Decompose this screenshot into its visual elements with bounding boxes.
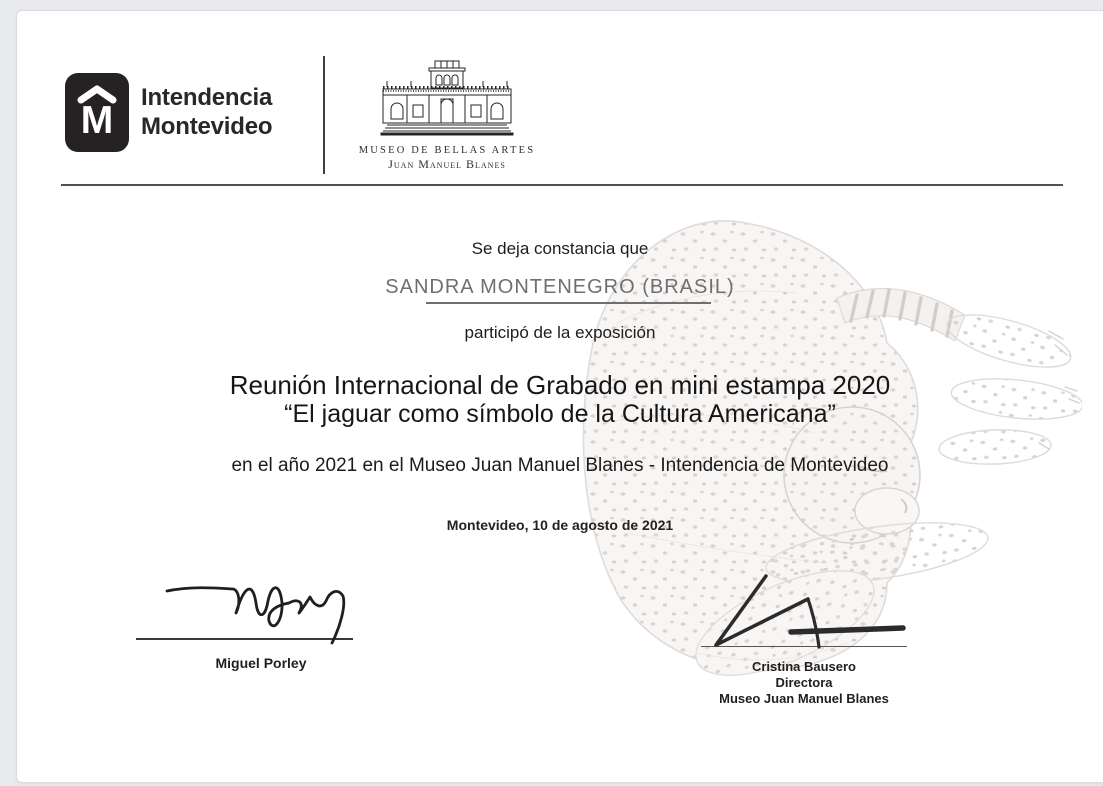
exhibition-title-line1: Reunión Internacional de Grabado en mini estampa 2020 — [229, 370, 891, 400]
left-signatory-name: Miguel Porley — [215, 655, 307, 671]
right-signatory-block — [701, 659, 907, 707]
museum-name-line1: MUSEO DE BELLAS ARTES — [358, 145, 536, 156]
museum-building-icon — [377, 59, 517, 137]
right-signatory-role: Directora — [775, 675, 833, 690]
signature-porley-icon — [159, 561, 359, 661]
intro-text: Se deja constancia que — [471, 239, 649, 258]
date-text: Montevideo, 10 de agosto de 2021 — [446, 517, 674, 533]
intendencia-wordmark-line1: Intendencia — [141, 84, 273, 111]
museum-logo — [347, 59, 547, 172]
intendencia-wordmark — [141, 83, 272, 141]
header-divider-rule — [61, 184, 1063, 186]
venue-text: en el año 2021 en el Museo Juan Manuel Blanes - Intendencia de Montevideo — [231, 455, 889, 476]
signature-bausero-icon — [707, 569, 927, 664]
recipient-underline — [426, 302, 711, 304]
right-signatory-org: Museo Juan Manuel Blanes — [719, 691, 889, 706]
intendencia-wordmark-line2: Montevideo — [141, 113, 273, 140]
certificate-page — [16, 10, 1103, 783]
right-signatory-name: Cristina Bausero — [751, 659, 857, 674]
logo-divider — [323, 56, 325, 174]
museum-name-line2: Juan Manuel Blanes — [388, 157, 506, 171]
intendencia-logo-mark — [65, 73, 129, 152]
exhibition-title-line2: “El jaguar como símbolo de la Cultura Americana” — [284, 400, 836, 428]
participation-text: participó de la exposición — [464, 323, 656, 342]
intendencia-m-letter: M — [80, 99, 114, 142]
recipient-name: SANDRA MONTENEGRO (BRASIL) — [385, 276, 735, 298]
